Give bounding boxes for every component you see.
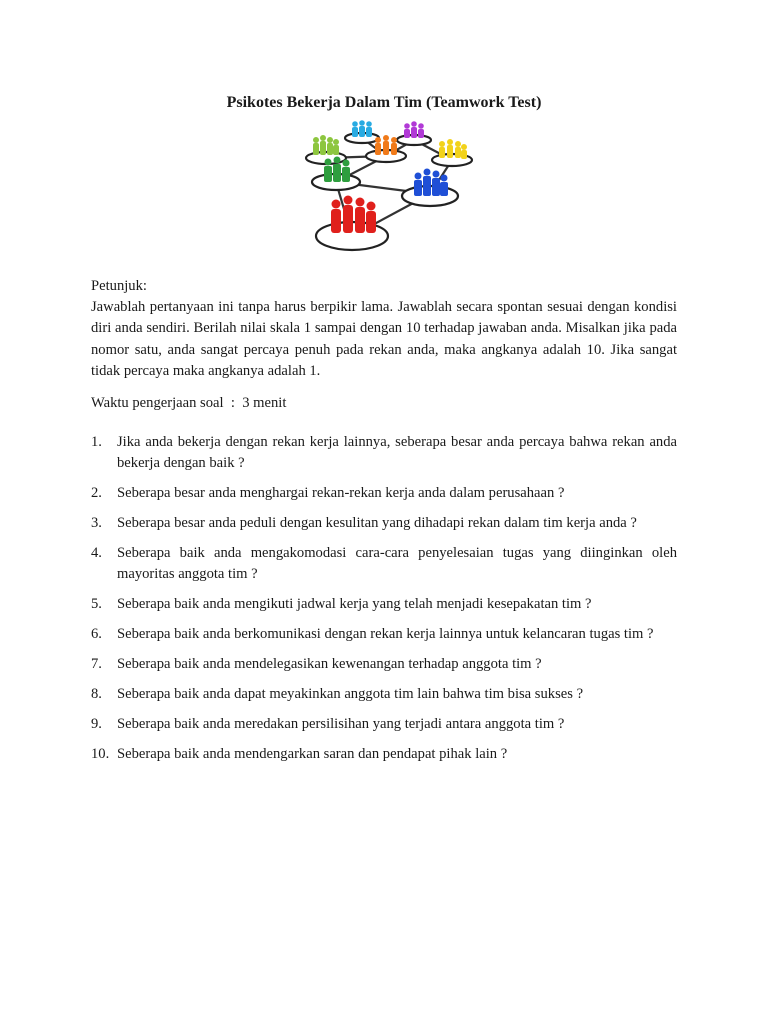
question-number: 8.: [91, 685, 102, 702]
question-item: [91, 432, 677, 475]
question-number: 2.: [91, 485, 102, 502]
person-group-cyan-icon: [352, 120, 372, 137]
teamwork-network-icon: [290, 118, 480, 263]
question-number: 6.: [91, 626, 102, 643]
question-text: Seberapa baik anda meredakan persilisihan yang terjadi antara anggota tim ?: [117, 715, 565, 732]
question-number: 9.: [91, 715, 102, 732]
question-number: 1.: [91, 434, 102, 450]
time-separator: :: [223, 395, 243, 411]
document-title: Psikotes Bekerja Dalam Tim (Teamwork Test): [226, 94, 542, 111]
question-list: [91, 432, 677, 774]
question-item: [91, 513, 677, 534]
question-number: 4.: [91, 544, 102, 561]
instructions-text: Jawablah pertanyaan ini tanpa harus berpikir lama. Jawablah secara spontan sesuai dengan kondisi diri anda sendiri. Berilah nilai skala 1 sampai dengan 10 terhadap jawaban anda. Misalkan jika pada nomor satu, anda sangat percaya penuh pada rekan anda, maka angkanya adalah 10. Jika sangat tidak percaya maka angkanya adalah 1.: [91, 299, 677, 379]
question-item: [91, 543, 677, 586]
question-number: 3.: [91, 515, 102, 532]
time-label: Waktu pengerjaan soal: [91, 395, 224, 411]
question-text: Seberapa baik anda mendelegasikan kewenangan terhadap anggota tim ?: [117, 655, 542, 672]
question-item: [91, 624, 677, 645]
person-group-purple-icon: [404, 121, 424, 138]
question-text: Seberapa baik anda mendengarkan saran dan pendapat pihak lain ?: [117, 745, 508, 762]
question-text: Jika anda bekerja dengan rekan kerja lainnya, seberapa besar anda percaya bahwa rekan anda bekerja dengan baik ?: [117, 434, 677, 472]
question-item: [91, 594, 677, 615]
person-group-yellow-icon: [439, 139, 467, 159]
question-item: [91, 483, 677, 504]
question-text: Seberapa baik anda mengakomodasi cara-cara penyelesaian tugas yang diinginkan oleh mayoritas anggota tim ?: [117, 544, 677, 583]
question-text: Seberapa baik anda mengikuti jadwal kerja yang telah menjadi kesepakatan tim ?: [117, 596, 592, 613]
question-text: Seberapa baik anda berkomunikasi dengan rekan kerja lainnya untuk kelancaran tugas tim ?: [117, 626, 654, 643]
question-item: [91, 744, 677, 765]
question-item: [91, 714, 677, 735]
person-group-green-icon: [324, 157, 350, 183]
question-number: 10.: [91, 745, 110, 762]
question-text: Seberapa besar anda menghargai rekan-rekan kerja anda dalam perusahaan ?: [117, 485, 565, 502]
time-limit: [91, 393, 677, 414]
question-text: Seberapa baik anda dapat meyakinkan anggota tim lain bahwa tim bisa sukses ?: [117, 685, 584, 702]
question-item: [91, 684, 677, 705]
question-text: Seberapa besar anda peduli dengan kesulitan yang dihadapi rekan dalam tim kerja anda ?: [117, 515, 637, 532]
question-number: 7.: [91, 655, 102, 672]
question-item: [91, 654, 677, 675]
person-group-orange-icon: [375, 135, 397, 155]
instructions-label: Petunjuk:: [91, 278, 147, 294]
time-value: 3 menit: [242, 395, 287, 411]
person-group-lime-icon: [313, 135, 339, 155]
question-number: 5.: [91, 596, 102, 613]
